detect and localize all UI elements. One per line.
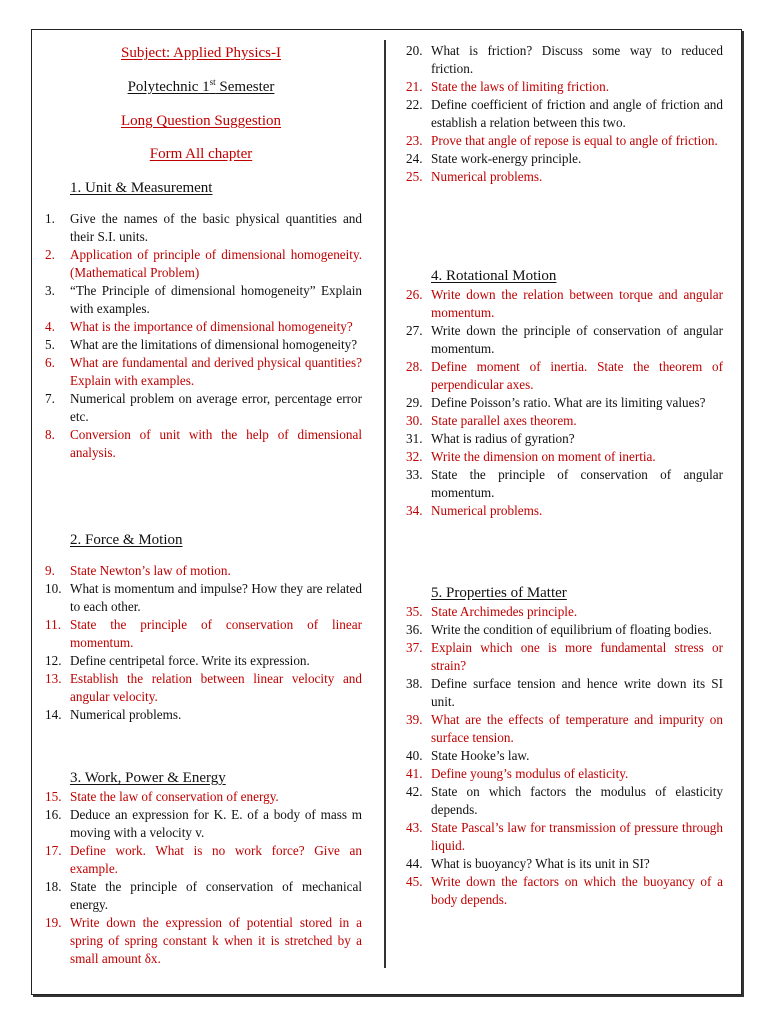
question-number: 30. <box>406 413 423 428</box>
question-item <box>401 430 723 448</box>
question-number: 8. <box>45 427 55 442</box>
question-item <box>40 616 362 652</box>
question-number: 1. <box>45 211 55 226</box>
question-number: 39. <box>406 712 423 727</box>
question-item <box>401 765 723 783</box>
question-item <box>401 132 723 150</box>
question-item <box>401 412 723 430</box>
question-list-force-motion <box>40 562 362 724</box>
question-text: What is the importance of dimensional homogeneity? <box>70 319 353 334</box>
question-text: State the principle of conservation of mechanical energy. <box>70 879 362 912</box>
question-number: 44. <box>406 856 423 871</box>
question-text: State Newton’s law of motion. <box>70 563 231 578</box>
question-number: 38. <box>406 676 423 691</box>
question-text: Prove that angle of repose is equal to angle of friction. <box>431 133 718 148</box>
question-text: State the principle of conservation of angular momentum. <box>431 467 723 500</box>
question-number: 7. <box>45 391 55 406</box>
question-number: 15. <box>45 789 62 804</box>
question-text: Write down the factors on which the buoyancy of a body depends. <box>431 874 723 907</box>
question-number: 16. <box>45 807 62 822</box>
question-number: 36. <box>406 622 423 637</box>
question-number: 42. <box>406 784 423 799</box>
question-number: 43. <box>406 820 423 835</box>
question-number: 11. <box>45 617 61 632</box>
subject-title: Subject: Applied Physics-I <box>121 45 281 61</box>
question-number: 32. <box>406 449 423 464</box>
question-item <box>40 562 362 580</box>
question-item <box>40 806 362 842</box>
question-text: What is momentum and impulse? How they are related to each other. <box>70 581 362 614</box>
question-number: 13. <box>45 671 62 686</box>
question-text: Explain which one is more fundamental stress or strain? <box>431 640 723 673</box>
question-item <box>401 322 723 358</box>
question-text: State the laws of limiting friction. <box>431 79 609 94</box>
question-item <box>40 246 362 282</box>
question-number: 41. <box>406 766 423 781</box>
question-number: 26. <box>406 287 423 302</box>
question-item <box>40 318 362 336</box>
question-number: 34. <box>406 503 423 518</box>
section-title-properties-of-matter: 5. Properties of Matter <box>431 585 567 601</box>
section-title-unit-measurement: 1. Unit & Measurement <box>70 180 213 196</box>
question-item <box>401 855 723 873</box>
question-text: Write the condition of equilibrium of floating bodies. <box>431 622 712 637</box>
question-item <box>401 747 723 765</box>
question-item <box>40 878 362 914</box>
question-number: 40. <box>406 748 423 763</box>
column-divider <box>384 40 386 968</box>
question-text: What are fundamental and derived physical quantities? Explain with examples. <box>70 355 362 388</box>
question-number: 37. <box>406 640 423 655</box>
question-number: 4. <box>45 319 55 334</box>
question-item <box>401 675 723 711</box>
question-item <box>401 603 723 621</box>
question-number: 27. <box>406 323 423 338</box>
question-text: Conversion of unit with the help of dimensional analysis. <box>70 427 362 460</box>
question-list-rotational-motion <box>401 286 723 520</box>
question-text: Numerical problems. <box>431 169 543 184</box>
question-number: 12. <box>45 653 62 668</box>
question-text: Application of principle of dimensional homogeneity. (Mathematical Problem) <box>70 247 362 280</box>
question-text: Write down the principle of conservation of angular momentum. <box>431 323 723 356</box>
question-text: What is buoyancy? What is its unit in SI? <box>431 856 650 871</box>
question-number: 29. <box>406 395 423 410</box>
question-text: “The Principle of dimensional homogeneity” Explain with examples. <box>70 283 362 316</box>
question-text: Define surface tension and hence write down its SI unit. <box>431 676 723 709</box>
question-text: Define work. What is no work force? Give an example. <box>70 843 362 876</box>
question-item <box>401 96 723 132</box>
question-text: Deduce an expression for K. E. of a body of mass m moving with a velocity v. <box>70 807 362 840</box>
question-text: Give the names of the basic physical quantities and their S.I. units. <box>70 211 362 244</box>
question-item <box>401 639 723 675</box>
question-item <box>401 168 723 186</box>
question-item <box>401 466 723 502</box>
question-item <box>401 873 723 909</box>
question-list-friction <box>401 42 723 186</box>
question-number: 35. <box>406 604 423 619</box>
question-item <box>40 210 362 246</box>
question-number: 5. <box>45 337 55 352</box>
question-text: Numerical problems. <box>70 707 182 722</box>
question-item <box>401 150 723 168</box>
question-item <box>40 914 362 968</box>
question-item <box>40 336 362 354</box>
question-text: Define centripetal force. Write its expression. <box>70 653 310 668</box>
question-item <box>401 502 723 520</box>
question-item <box>401 621 723 639</box>
question-item <box>40 426 362 462</box>
question-text: Define coefficient of friction and angle of friction and establish a relation between this two. <box>431 97 723 130</box>
question-number: 3. <box>45 283 55 298</box>
question-number: 23. <box>406 133 423 148</box>
question-text: State work-energy principle. <box>431 151 582 166</box>
question-text: Numerical problems. <box>431 503 543 518</box>
question-text: Write down the expression of potential stored in a spring of spring constant k when it is stretched by a small amount δx. <box>70 915 362 966</box>
question-text: What is radius of gyration? <box>431 431 575 446</box>
question-item <box>40 706 362 724</box>
question-text: What are the effects of temperature and impurity on surface tension. <box>431 712 723 745</box>
section-title-force-motion: 2. Force & Motion <box>70 532 183 548</box>
question-item <box>40 282 362 318</box>
question-text: What is friction? Discuss some way to reduced friction. <box>431 43 723 76</box>
question-number: 6. <box>45 355 55 370</box>
scope-title: Form All chapter <box>149 146 253 162</box>
question-text: State parallel axes theorem. <box>431 413 577 428</box>
question-text: State Hooke’s law. <box>431 748 530 763</box>
question-item <box>40 580 362 616</box>
question-number: 22. <box>406 97 423 112</box>
question-number: 14. <box>45 707 62 722</box>
question-list-properties-of-matter <box>401 603 723 909</box>
question-text: Write the dimension on moment of inertia. <box>431 449 656 464</box>
question-number: 28. <box>406 359 423 374</box>
question-number: 9. <box>45 563 55 578</box>
question-text: Define young’s modulus of elasticity. <box>431 766 629 781</box>
question-text: Write down the relation between torque and angular momentum. <box>431 287 723 320</box>
question-number: 21. <box>406 79 423 94</box>
question-item <box>401 394 723 412</box>
question-number: 33. <box>406 467 423 482</box>
question-item <box>40 670 362 706</box>
question-item <box>401 711 723 747</box>
question-item <box>401 819 723 855</box>
question-text: What are the limitations of dimensional homogeneity? <box>70 337 358 352</box>
question-number: 17. <box>45 843 62 858</box>
question-text: State Archimedes principle. <box>431 604 578 619</box>
question-number: 24. <box>406 151 423 166</box>
question-number: 19. <box>45 915 62 930</box>
question-number: 2. <box>45 247 55 262</box>
question-text: Numerical problem on average error, percentage error etc. <box>70 391 362 424</box>
question-item <box>40 652 362 670</box>
question-item <box>40 842 362 878</box>
question-text: Establish the relation between linear velocity and angular velocity. <box>70 671 362 704</box>
question-number: 25. <box>406 169 423 184</box>
question-item <box>401 448 723 466</box>
section-title-work-power-energy: 3. Work, Power & Energy <box>70 770 226 786</box>
question-item <box>401 286 723 322</box>
question-item <box>401 783 723 819</box>
question-item <box>401 78 723 96</box>
question-item <box>40 390 362 426</box>
question-text: Define Poisson’s ratio. What are its limiting values? <box>431 395 706 410</box>
question-text: State Pascal’s law for transmission of pressure through liquid. <box>431 820 723 853</box>
question-text: State the principle of conservation of linear momentum. <box>70 617 362 650</box>
question-number: 18. <box>45 879 62 894</box>
question-item <box>40 788 362 806</box>
question-number: 20. <box>406 43 423 58</box>
section-title-rotational-motion: 4. Rotational Motion <box>431 268 557 284</box>
question-number: 31. <box>406 431 423 446</box>
question-text: State on which factors the modulus of elasticity depends. <box>431 784 723 817</box>
question-item <box>401 42 723 78</box>
question-number: 10. <box>45 581 62 596</box>
question-list-work-power-energy <box>40 788 362 968</box>
question-item <box>40 354 362 390</box>
semester-title: Polytechnic 1st Semester <box>127 77 275 95</box>
question-list-unit-measurement <box>40 210 362 462</box>
question-text: Define moment of inertia. State the theorem of perpendicular axes. <box>431 359 723 392</box>
suggestion-title: Long Question Suggestion <box>121 113 281 129</box>
question-item <box>401 358 723 394</box>
question-number: 45. <box>406 874 423 889</box>
question-text: State the law of conservation of energy. <box>70 789 279 804</box>
